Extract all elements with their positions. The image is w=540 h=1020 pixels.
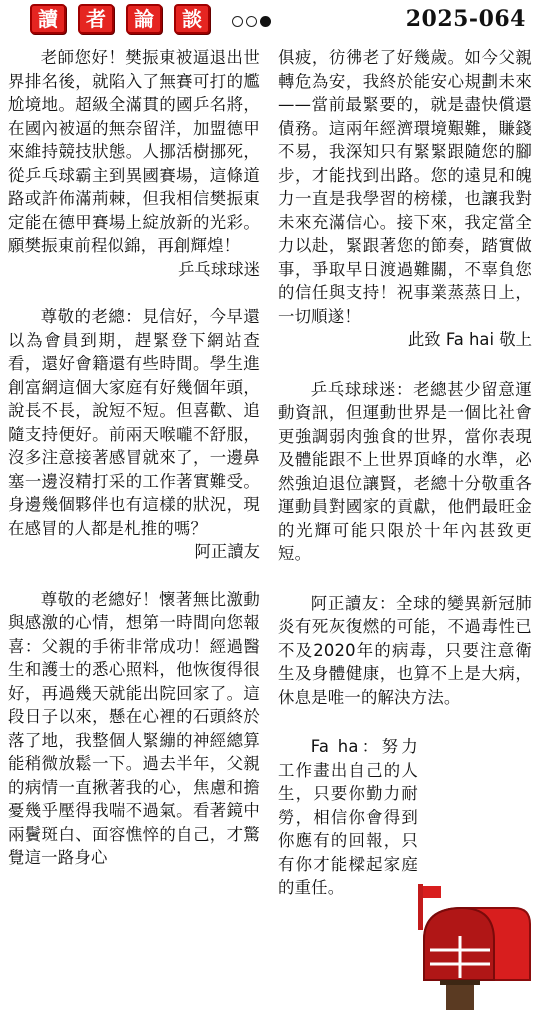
issue-number: 2025-064 [405, 6, 526, 32]
spacer [278, 566, 532, 592]
header [0, 0, 540, 36]
right-column [278, 46, 532, 900]
letter-1: 老師您好！樊振東被逼退出世界排名後，就陷入了無賽可打的尷尬境地。超級全滿貫的國乒名將，在國內被逼的無奈留洋，加盟德甲來維持競技狀態。人挪活樹挪死，從乒乓球霸主到異國賽場，這條道路或許佈滿荊棘，但我相信樊振東定能在德甲賽場上綻放新的光彩。願樊振東前程似錦，再創輝煌！ [8, 48, 260, 255]
reply-1: 乒乓球球迷：老總甚少留意運動資訊，但運動世界是一個比社會更強調弱肉強食的世界，當你表現及體能跟不上世界頂峰的水準，必然強迫退位讓賢，老總十分敬重各運動員對國家的貢獻，他們最旺金的光輝可能只限於十年內甚致更短。 [278, 379, 532, 563]
spacer [278, 352, 532, 378]
spacer [8, 281, 260, 305]
letter-2: 尊敬的老總：見信好，今早還以為會員到期，趕緊登下網站查看，還好會籍還有些時間。學生進創富網這個大家庭有好幾個年頭，說長不長，說短不短。但喜歡、追隨支持便好。前兩天喉嚨不舒服，沒多注意接著感冒就來了，一邊鼻塞一邊沒精打采的工作著實難受。身邊幾個夥伴也有這樣的狀況，現在感冒的人都是札推的嗎？ [8, 307, 260, 538]
title-char-1: 讀 [30, 4, 66, 34]
dot-icon [246, 16, 257, 27]
reply-2: 阿正讀友：全球的變異新冠肺炎有死灰復燃的可能，不過毒性已不及2020年的病毒，只要注意衛生及身體健康，也算不上是大病，休息是唯一的解決方法。 [278, 593, 532, 707]
left-column [8, 46, 260, 870]
dot-icon [260, 16, 271, 27]
signature-2: 阿正讀友 [194, 542, 260, 561]
reply-3: Fa ha：努力工作畫出自己的人生，只要你勤力耐勞，相信你會得到你應有的回報，只有你才能樑起家庭的重任。 [278, 737, 418, 897]
dots-decoration [232, 11, 274, 30]
title-char-3: 論 [126, 4, 162, 34]
signature-3: 此致 Fa hai 敬上 [407, 330, 532, 349]
title-char-2: 者 [78, 4, 114, 34]
letter-3-continued: 俱疲，彷彿老了好幾歲。如今父親轉危為安，我終於能安心規劃未來——當前最緊要的，就是盡快償還債務。這兩年經濟環境艱難，賺錢不易，我深知只有緊緊跟隨您的腳步，才能找到出路。您的遠見和魄力一直是我學習的榜樣，也讓我對未來充滿信心。接下來，我定當全力以赴，緊跟著您的節奏，踏實做事，爭取早日渡過難關，不辜負您的信任與支持！祝事業蒸蒸日上，一切順遂！ [278, 48, 532, 326]
spacer [278, 709, 532, 735]
title-char-4: 談 [174, 4, 210, 34]
mailbox-icon [410, 880, 534, 1010]
dot-icon [232, 16, 243, 27]
spacer [8, 564, 260, 588]
letter-3: 尊敬的老總好！懷著無比激動與感激的心情，想第一時間向您報喜：父親的手術非常成功！經過醫生和護士的悉心照料，他恢復得很好，再過幾天就能出院回家了。這段日子以來，懸在心裡的石頭終於落了地，我整個人緊繃的神經總算能稍微放鬆一下。過去半年，父親的病情一直揪著我的心，焦慮和擔憂幾乎壓得我喘不過氣。看著鏡中兩鬢斑白、面容憔悴的自己，才驚覺這一路身心 [8, 589, 260, 867]
signature-1: 乒乓球球迷 [178, 259, 260, 279]
